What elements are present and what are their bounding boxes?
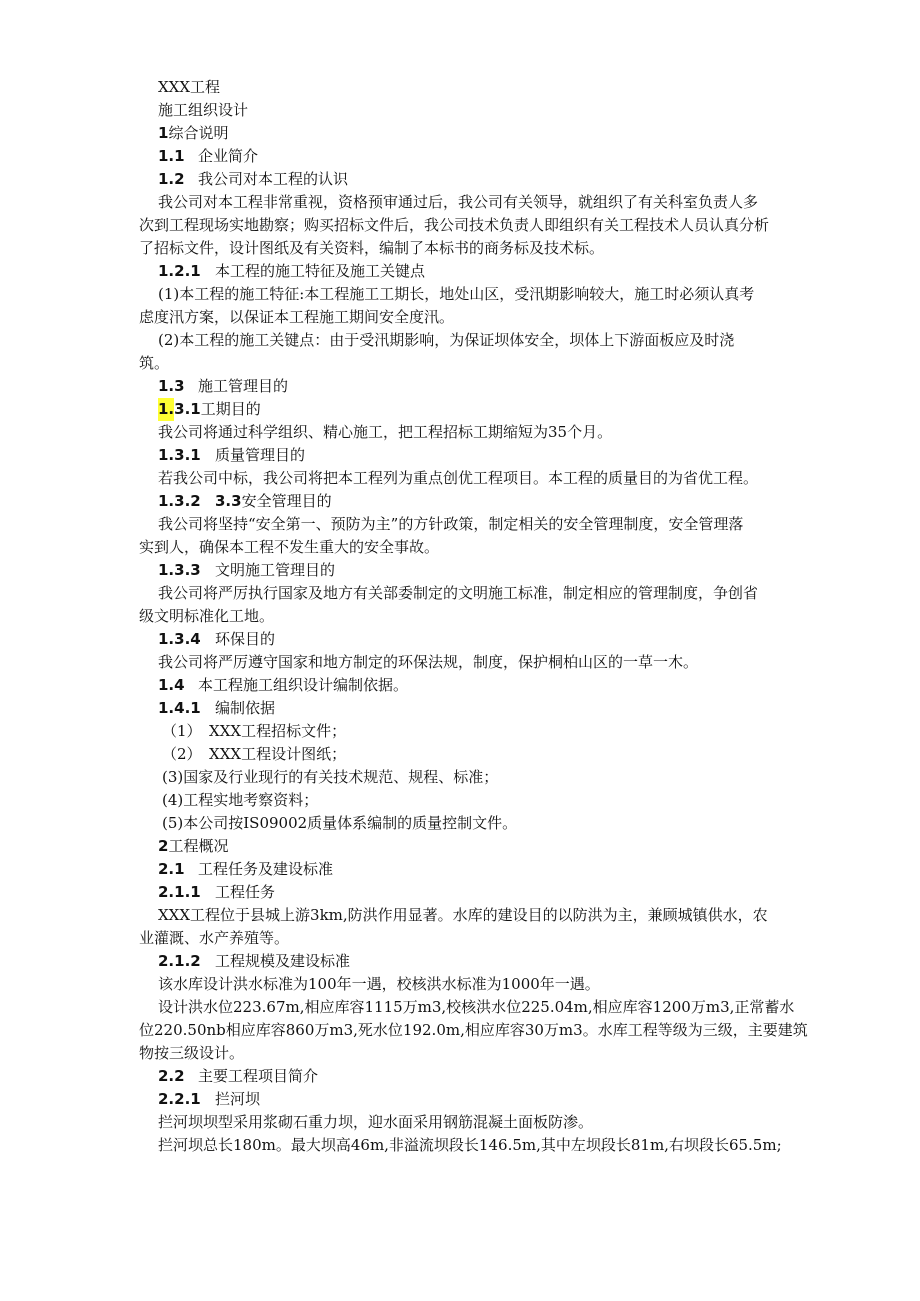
paragraph-line: 该水库设计洪水标准为100年一遇，校核洪水标准为1000年一遇。 xyxy=(158,975,600,993)
heading-text: 主要工程项目简介 xyxy=(198,1067,319,1085)
heading-text: 安全管理目的 xyxy=(241,492,332,510)
heading-number: 1.3.3 xyxy=(158,561,201,579)
heading-number: 1.2 xyxy=(158,170,185,188)
paragraph-line: (2)本工程的施工关键点：由于受汛期影响，为保证坝体安全，坝体上下游面板应及时浇 xyxy=(158,331,735,349)
heading-text: 本工程施工组织设计编制依据。 xyxy=(198,676,409,694)
paragraph-line: 我公司将通过科学组织、精心施工，把工程招标工期缩短为35个月。 xyxy=(158,423,613,441)
paragraph-line: 虑度汛方案，以保证本工程施工期间安全度汛。 xyxy=(139,308,455,326)
heading-text: 编制依据 xyxy=(215,699,276,717)
paragraph-line: 次到工程现场实地勘察；购买招标文件后，我公司技术负责人即组织有关工程技术人员认真分析 xyxy=(139,216,770,234)
list-item: (3)国家及行业现行的有关技术规范、规程、标准； xyxy=(162,768,499,786)
heading-number: 1.3.2 xyxy=(158,492,201,510)
paragraph-line: 我公司将坚持“安全第一、预防为主”的方针政策，制定相关的安全管理制度，安全管理落 xyxy=(158,515,744,533)
heading-1-3-3 xyxy=(158,559,842,582)
heading-text: 工程规模及建设标准 xyxy=(215,952,351,970)
heading-number: 1.2.1 xyxy=(158,262,201,280)
list-item: (5)本公司按IS09002质量体系编制的质量控制文件。 xyxy=(162,814,518,832)
doc-title-line1: XXX工程 xyxy=(158,78,221,96)
document-body xyxy=(139,76,842,1157)
heading-1-1 xyxy=(158,145,842,168)
heading-1-3-1 xyxy=(158,444,842,467)
list-item: （1） XXX工程招标文件； xyxy=(162,722,347,740)
paragraph-line: 拦河坝总长180m。最大坝高46m,非溢流坝段长146.5m,其中左坝段长81m,右坝段长65.5m; xyxy=(158,1136,782,1154)
highlighted-heading-number: 1. xyxy=(158,398,174,421)
paragraph-line: 筑。 xyxy=(139,354,170,372)
paragraph-line: 设计洪水位223.67m,相应库容1115万m3,校核洪水位225.04m,相应库容1200万m3,正常蓄水 xyxy=(158,998,795,1016)
paragraph-line: XXX工程位于县城上游3km,防洪作用显著。水库的建设目的以防洪为主，兼顾城镇供水，农 xyxy=(158,906,768,924)
heading-text: 文明施工管理目的 xyxy=(215,561,336,579)
heading-1 xyxy=(158,122,842,145)
paragraph-line: 实到人，确保本工程不发生重大的安全事故。 xyxy=(139,538,440,556)
heading-text: 环保目的 xyxy=(215,630,276,648)
paragraph-line: 位220.50nb相应库容860万m3,死水位192.0m,相应库容30万m3。水库工程等级为三级，主要建筑 xyxy=(139,1021,808,1039)
heading-1-3 xyxy=(158,375,842,398)
heading-number: 2 xyxy=(158,837,169,855)
heading-text: 本工程的施工特征及施工关键点 xyxy=(215,262,426,280)
list-item: (4)工程实地考察资料； xyxy=(162,791,319,809)
heading-2-2-1 xyxy=(158,1088,842,1111)
heading-text: 工程任务及建设标准 xyxy=(198,860,334,878)
heading-number: 2.1.1 xyxy=(158,883,201,901)
heading-1-3-2 xyxy=(158,490,842,513)
heading-text: 综合说明 xyxy=(168,124,229,142)
heading-text: 工期目的 xyxy=(200,400,261,418)
heading-1-3-1-duration xyxy=(158,398,842,421)
heading-number-secondary: 3.3 xyxy=(215,492,242,510)
doc-title-line2: 施工组织设计 xyxy=(158,101,249,119)
heading-number: 1.3 xyxy=(158,377,185,395)
heading-text: 工程概况 xyxy=(168,837,229,855)
heading-number: 2.1.2 xyxy=(158,952,201,970)
heading-number: 2.1 xyxy=(158,860,185,878)
heading-1-2-1 xyxy=(158,260,842,283)
heading-text: 拦河坝 xyxy=(215,1090,261,1108)
paragraph-line: 我公司将严厉遵守国家和地方制定的环保法规，制度，保护桐柏山区的一草一木。 xyxy=(158,653,699,671)
heading-text: 我公司对本工程的认识 xyxy=(198,170,349,188)
paragraph-line: 若我公司中标，我公司将把本工程列为重点创优工程项目。本工程的质量目的为省优工程。 xyxy=(158,469,759,487)
heading-text: 企业简介 xyxy=(198,147,259,165)
paragraph-line: 级文明标准化工地。 xyxy=(139,607,275,625)
heading-number: 3.1 xyxy=(174,400,201,418)
paragraph-line: 我公司将严厉执行国家及地方有关部委制定的文明施工标准，制定相应的管理制度，争创省 xyxy=(158,584,759,602)
heading-number: 1 xyxy=(158,124,169,142)
heading-number: 1.1 xyxy=(158,147,185,165)
heading-1-2 xyxy=(158,168,842,191)
list-item: （2） XXX工程设计图纸； xyxy=(162,745,347,763)
heading-text: 工程任务 xyxy=(215,883,276,901)
paragraph-line: 了招标文件，设计图纸及有关资料，编制了本标书的商务标及技术标。 xyxy=(139,239,605,257)
heading-2-1 xyxy=(158,858,842,881)
heading-text: 施工管理目的 xyxy=(198,377,289,395)
paragraph-line: 我公司对本工程非常重视，资格预审通过后，我公司有关领导，就组织了有关科室负责人多 xyxy=(158,193,759,211)
paragraph-line: 拦河坝坝型采用浆砌石重力坝，迎水面采用钢筋混凝土面板防渗。 xyxy=(158,1113,594,1131)
heading-1-3-4 xyxy=(158,628,842,651)
heading-number: 1.4 xyxy=(158,676,185,694)
heading-text: 质量管理目的 xyxy=(215,446,306,464)
heading-1-4 xyxy=(158,674,842,697)
heading-2 xyxy=(158,835,842,858)
paragraph-line: 物按三级设计。 xyxy=(139,1044,245,1062)
heading-number: 1.3.4 xyxy=(158,630,201,648)
heading-2-1-1 xyxy=(158,881,842,904)
heading-2-2 xyxy=(158,1065,842,1088)
paragraph-line: (1)本工程的施工特征:本工程施工工期长，地处山区，受汛期影响较大，施工时必须认真考 xyxy=(158,285,755,303)
heading-2-1-2 xyxy=(158,950,842,973)
heading-number: 2.2.1 xyxy=(158,1090,201,1108)
heading-number: 1.3.1 xyxy=(158,446,201,464)
heading-number: 1.4.1 xyxy=(158,699,201,717)
paragraph-line: 业灌溉、水产养殖等。 xyxy=(139,929,290,947)
heading-number: 2.2 xyxy=(158,1067,185,1085)
heading-1-4-1 xyxy=(158,697,842,720)
